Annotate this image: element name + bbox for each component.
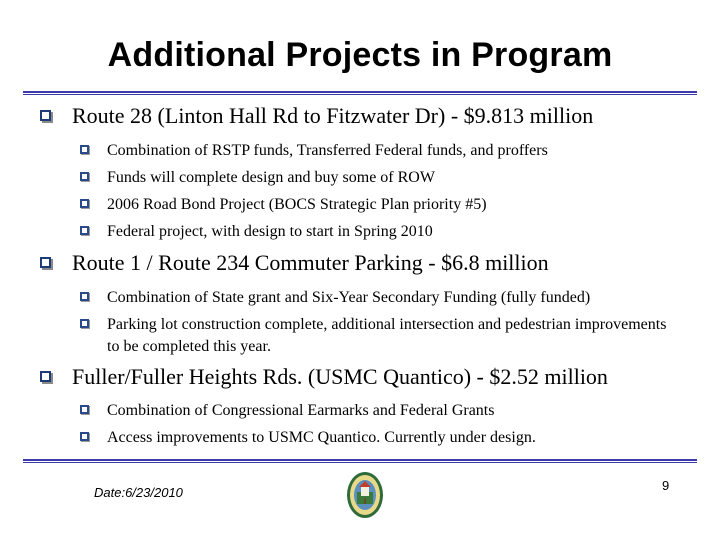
square-bullet-icon: [80, 199, 89, 208]
square-bullet-icon: [80, 172, 89, 181]
square-bullet-icon: [40, 257, 51, 268]
square-bullet-icon: [80, 405, 89, 414]
square-bullet-icon: [80, 292, 89, 301]
footer-divider: [23, 459, 697, 463]
square-bullet-icon: [40, 371, 51, 382]
square-bullet-icon: [40, 110, 51, 121]
county-seal-icon: [345, 470, 385, 520]
square-bullet-icon: [80, 145, 89, 154]
square-bullet-icon: [80, 226, 89, 235]
square-bullet-icon: [80, 319, 89, 328]
slide-title: Additional Projects in Program: [107, 36, 613, 74]
footer-date: Date:6/23/2010: [94, 485, 183, 500]
title-divider: [23, 91, 697, 95]
square-bullet-icon: [80, 432, 89, 441]
page-number: 9: [662, 478, 670, 493]
